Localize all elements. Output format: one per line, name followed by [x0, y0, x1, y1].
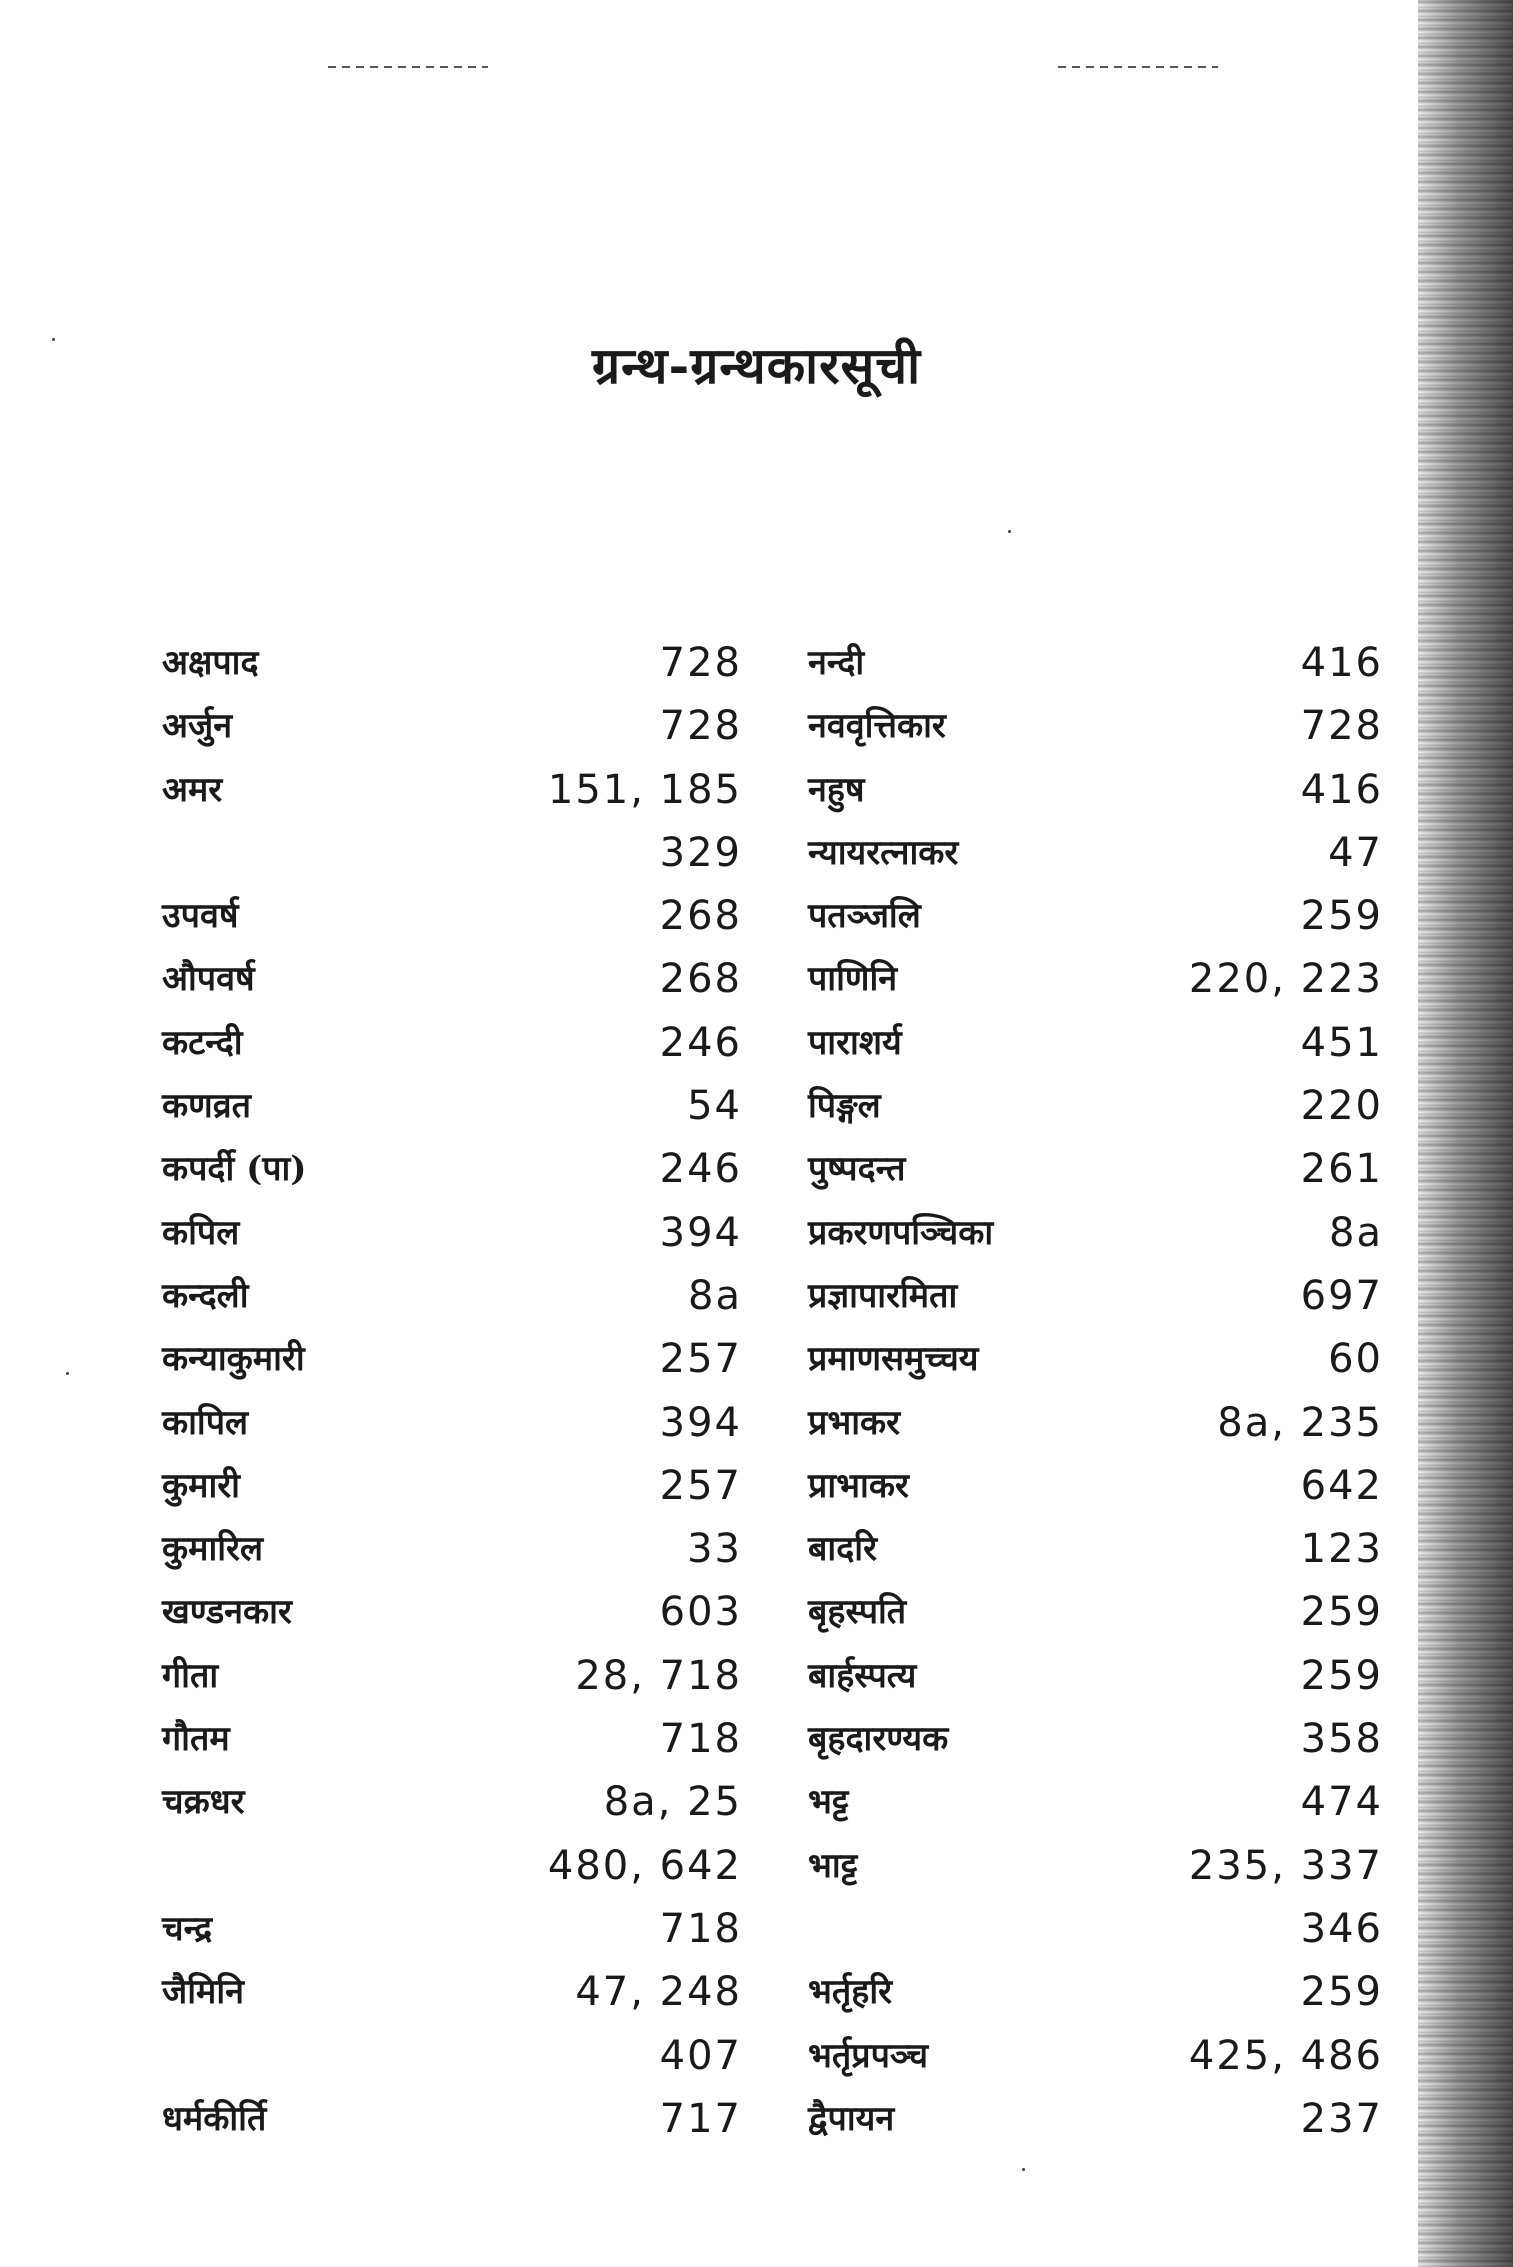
page-numbers: 425, 486 — [1188, 2032, 1383, 2079]
page-numbers: 246 — [659, 1019, 742, 1066]
index-column-left — [162, 632, 742, 2151]
index-entry — [808, 632, 1383, 695]
index-term: द्वैपायन — [808, 2098, 895, 2139]
index-entry — [808, 2025, 1383, 2088]
index-term: कणव्रत — [162, 1086, 251, 1127]
index-term: उपवर्ष — [162, 896, 239, 937]
index-term: अर्जुन — [162, 706, 233, 747]
index-term: प्रकरणपञ्चिका — [808, 1212, 994, 1253]
page-numbers: 8a, 235 — [1217, 1399, 1383, 1446]
page-numbers: 642 — [1300, 1462, 1383, 1509]
index-term: कुमारी — [162, 1465, 240, 1506]
page-numbers: 47, 248 — [575, 1969, 742, 2016]
index-entry — [162, 1265, 742, 1328]
index-term: प्रज्ञापारमिता — [808, 1275, 958, 1316]
index-term: भर्तृहरि — [808, 1972, 893, 2013]
index-term: अमर — [162, 769, 223, 810]
page-numbers: 54 — [687, 1083, 742, 1130]
page-numbers: 358 — [1300, 1716, 1383, 1763]
index-entry — [808, 1265, 1383, 1328]
index-entry — [808, 1455, 1383, 1518]
page-numbers: 47 — [1328, 829, 1383, 876]
index-entry — [808, 1581, 1383, 1644]
page-numbers: 697 — [1300, 1272, 1383, 1319]
index-entry — [162, 822, 742, 885]
index-entry — [162, 2088, 742, 2151]
index-entry — [162, 695, 742, 758]
page-numbers: 728 — [659, 703, 742, 750]
page-numbers: 123 — [1300, 1526, 1383, 1573]
index-term: औपवर्ष — [162, 959, 255, 1000]
page-numbers: 603 — [659, 1589, 742, 1636]
index-term: नहुष — [808, 769, 865, 810]
index-entry — [808, 759, 1383, 822]
index-term: न्यायरत्नाकर — [808, 832, 959, 873]
page-numbers: 480, 642 — [547, 1842, 742, 1889]
index-term: कन्याकुमारी — [162, 1339, 305, 1380]
index-term: गीता — [162, 1655, 219, 1696]
index-term: पुष्पदन्त — [808, 1149, 906, 1190]
page-numbers: 728 — [659, 640, 742, 686]
index-entry — [162, 948, 742, 1011]
page-numbers: 8a, 25 — [603, 1779, 742, 1826]
index-entry — [808, 695, 1383, 758]
index-entry — [162, 1835, 742, 1898]
page-numbers: 268 — [659, 893, 742, 940]
top-rule-right — [1058, 66, 1218, 68]
index-entry — [162, 1645, 742, 1708]
page-numbers: 220, 223 — [1188, 956, 1383, 1003]
index-term: प्राभाकर — [808, 1465, 909, 1506]
page-numbers: 8a — [1329, 1209, 1383, 1256]
index-entry — [808, 1835, 1383, 1898]
page-numbers: 259 — [1300, 1652, 1383, 1699]
page-numbers: 33 — [687, 1526, 742, 1573]
index-entry — [808, 1645, 1383, 1708]
page-numbers: 268 — [659, 956, 742, 1003]
index-term: बार्हस्पत्य — [808, 1655, 917, 1696]
page-numbers: 394 — [659, 1399, 742, 1446]
index-entry — [162, 1075, 742, 1138]
index-entry — [808, 1202, 1383, 1265]
index-entry — [162, 1202, 742, 1265]
index-entry — [162, 1392, 742, 1455]
index-term: कटन्दी — [162, 1022, 243, 1063]
index-entry — [162, 1708, 742, 1771]
index-entry — [808, 1898, 1383, 1961]
index-term: पाराशर्य — [808, 1022, 902, 1063]
page-numbers: 257 — [659, 1336, 742, 1383]
index-entry — [162, 759, 742, 822]
index-term: भट्ट — [808, 1782, 849, 1823]
index-entry — [162, 632, 742, 695]
index-term: खण्डनकार — [162, 1592, 292, 1633]
page-numbers: 151, 185 — [547, 766, 742, 813]
page-numbers: 718 — [659, 1716, 742, 1763]
page-numbers: 60 — [1328, 1336, 1383, 1383]
index-entry — [162, 1518, 742, 1581]
page-numbers: 451 — [1300, 1019, 1383, 1066]
index-term: अक्षपाद — [162, 643, 259, 683]
index-entry — [808, 1708, 1383, 1771]
index-term: चक्रधर — [162, 1782, 245, 1823]
page-numbers: 28, 718 — [575, 1652, 742, 1699]
index-term: जैमिनि — [162, 1972, 245, 2013]
index-entry — [808, 1518, 1383, 1581]
index-term: कापिल — [162, 1402, 249, 1443]
index-entry — [162, 1581, 742, 1644]
index-entry — [162, 1138, 742, 1201]
index-term: कपिल — [162, 1212, 240, 1253]
page-numbers: 220 — [1300, 1083, 1383, 1130]
index-term: नववृत्तिकार — [808, 706, 946, 747]
page-numbers: 718 — [659, 1905, 742, 1952]
page-numbers: 246 — [659, 1146, 742, 1193]
top-rule-left — [328, 66, 488, 68]
index-entry — [808, 822, 1383, 885]
index-term: कुमारिल — [162, 1529, 264, 1570]
page-numbers: 407 — [659, 2032, 742, 2079]
index-entry — [808, 1138, 1383, 1201]
index-term: चन्द्र — [162, 1908, 213, 1949]
index-entry — [808, 1012, 1383, 1075]
page-numbers: 259 — [1300, 1589, 1383, 1636]
page-numbers: 728 — [1300, 703, 1383, 750]
speck — [1022, 2168, 1025, 2171]
index-term: प्रभाकर — [808, 1402, 901, 1443]
page-numbers: 717 — [659, 2095, 742, 2142]
index-term: पाणिनि — [808, 959, 898, 1000]
index-term: कपर्दी (पा) — [162, 1149, 307, 1190]
index-column-right — [808, 632, 1383, 2151]
index-entry — [808, 2088, 1383, 2151]
index-entry — [162, 1961, 742, 2024]
index-term: भर्तृप्रपञ्च — [808, 2035, 929, 2076]
page-numbers: 237 — [1300, 2095, 1383, 2142]
index-entry — [162, 1012, 742, 1075]
page-title: ग्रन्थ-ग्रन्थकारसूची — [591, 336, 922, 395]
index-entry — [162, 885, 742, 948]
page-numbers: 416 — [1300, 640, 1383, 686]
index-term: कन्दली — [162, 1275, 249, 1316]
index-term: धर्मकीर्ति — [162, 2098, 267, 2139]
index-entry — [808, 1961, 1383, 2024]
index-term: बादरि — [808, 1529, 877, 1570]
index-term: पतञ्जलि — [808, 896, 921, 937]
page-numbers: 235, 337 — [1188, 1842, 1383, 1889]
page-numbers: 261 — [1300, 1146, 1383, 1193]
index-term: प्रमाणसमुच्चय — [808, 1339, 979, 1380]
index-entry — [162, 1898, 742, 1961]
index-entry — [808, 1075, 1383, 1138]
index-term: बृहस्पति — [808, 1592, 907, 1633]
page-numbers: 416 — [1300, 766, 1383, 813]
index-entry — [162, 1328, 742, 1391]
page-numbers: 257 — [659, 1462, 742, 1509]
page-numbers: 259 — [1300, 1969, 1383, 2016]
speck — [66, 1372, 69, 1375]
index-term: बृहदारण्यक — [808, 1719, 949, 1760]
speck — [1008, 530, 1011, 533]
index-entry — [162, 1455, 742, 1518]
page-numbers: 259 — [1300, 893, 1383, 940]
page-numbers: 346 — [1300, 1905, 1383, 1952]
index-term: नन्दी — [808, 643, 865, 683]
index-entry — [162, 1771, 742, 1834]
page-numbers: 394 — [659, 1209, 742, 1256]
index-term: गौतम — [162, 1719, 230, 1760]
index-entry — [808, 1392, 1383, 1455]
index-term: भाट्ट — [808, 1845, 858, 1886]
index-term: पिङ्गल — [808, 1086, 881, 1127]
index-entry — [162, 2025, 742, 2088]
index-entry — [808, 885, 1383, 948]
index-entry — [808, 1771, 1383, 1834]
index-entry — [808, 948, 1383, 1011]
index-entry — [808, 1328, 1383, 1391]
page-numbers: 8a — [688, 1272, 742, 1319]
page-numbers: 329 — [659, 829, 742, 876]
page-numbers: 474 — [1300, 1779, 1383, 1826]
